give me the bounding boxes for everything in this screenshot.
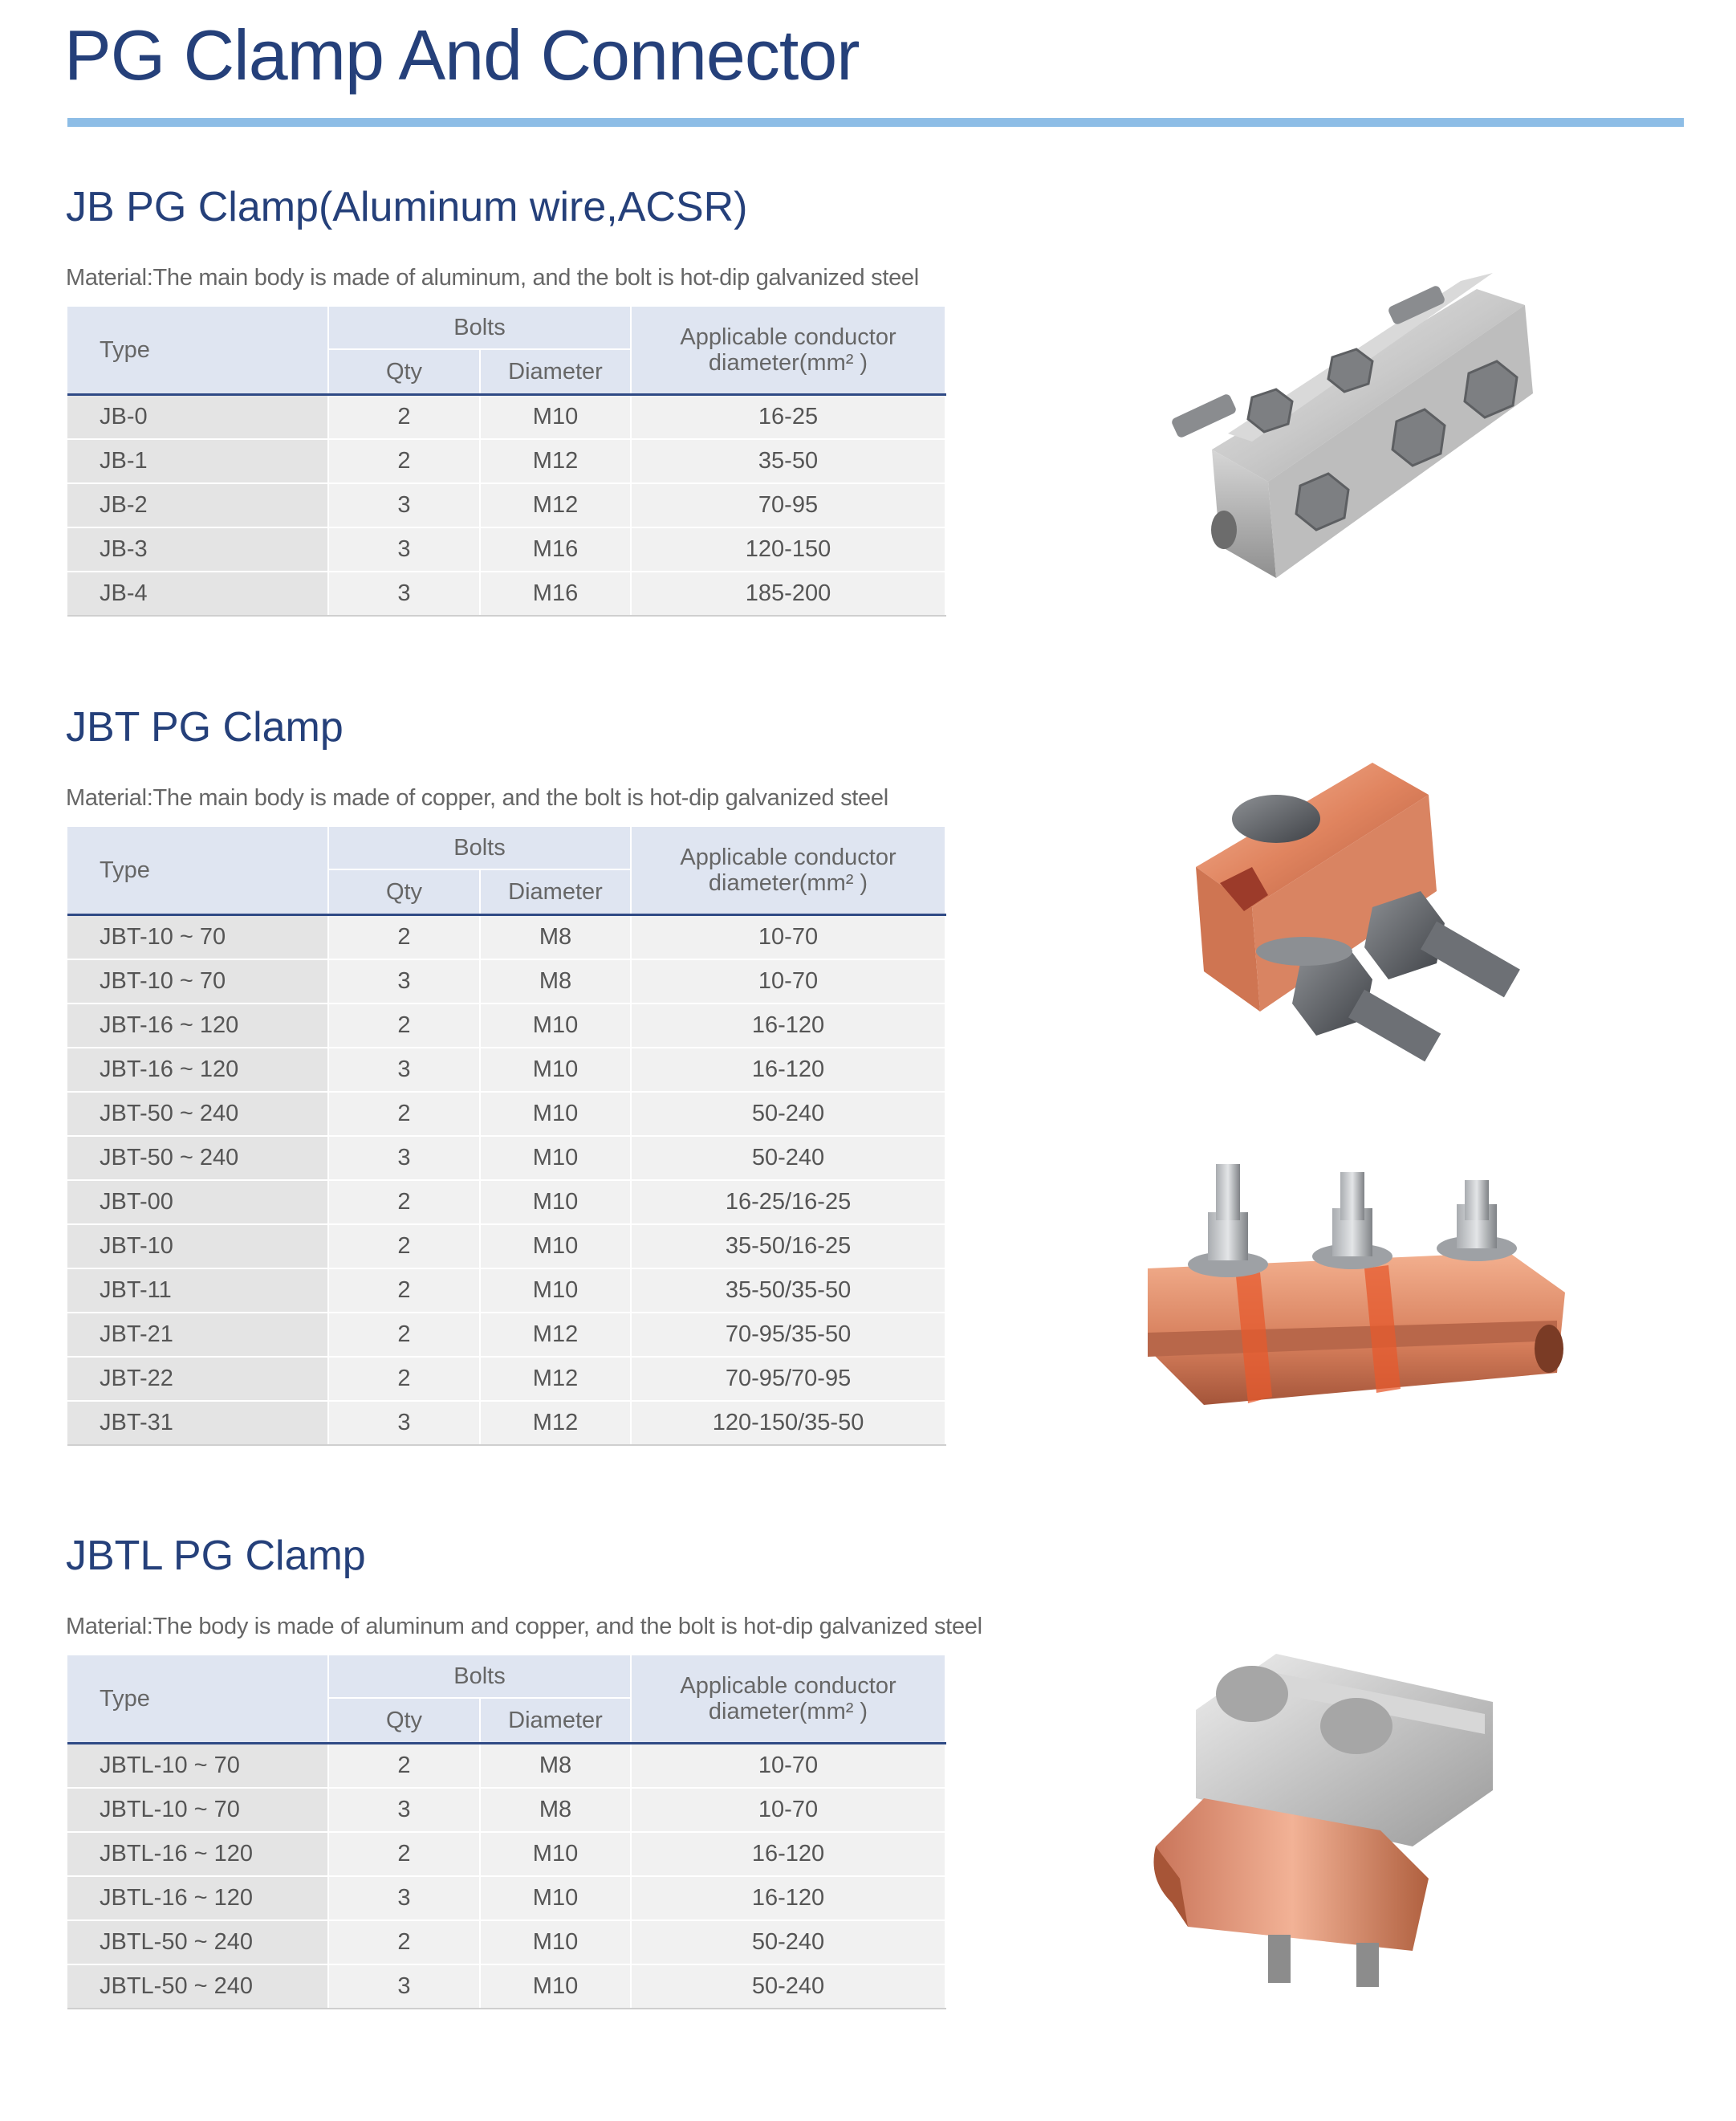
jbt-3bolt-clamp-photo: [1132, 1148, 1581, 1445]
header-bolts: Bolts: [328, 1655, 631, 1698]
table-row: [67, 1357, 945, 1401]
cell-diameter: M12: [480, 439, 631, 483]
cell-type: JBT-16 ~ 120: [67, 1004, 328, 1048]
cell-qty: 2: [328, 1004, 480, 1048]
cell-diameter: M10: [480, 395, 631, 440]
table-row: [67, 1313, 945, 1357]
table-row: [67, 395, 945, 440]
cell-type: JBT-21: [67, 1313, 328, 1357]
table-row: [67, 1876, 945, 1920]
cell-type: JBT-11: [67, 1268, 328, 1313]
table-row: [67, 1136, 945, 1180]
cell-conductor: 70-95: [631, 483, 945, 527]
cell-diameter: M10: [480, 1048, 631, 1092]
cell-type: JBTL-10 ~ 70: [67, 1744, 328, 1789]
cell-conductor: 16-120: [631, 1832, 945, 1876]
cell-conductor: 50-240: [631, 1920, 945, 1964]
cell-type: JBTL-10 ~ 70: [67, 1788, 328, 1832]
title-divider: [67, 118, 1684, 127]
cell-conductor: 16-25: [631, 395, 945, 440]
cell-qty: 3: [328, 483, 480, 527]
spec-table-jb: [67, 307, 946, 617]
table-row: [67, 1224, 945, 1268]
cell-diameter: M8: [480, 959, 631, 1004]
cell-qty: 2: [328, 1832, 480, 1876]
cell-diameter: M8: [480, 915, 631, 960]
cell-qty: 3: [328, 959, 480, 1004]
cell-diameter: M10: [480, 1832, 631, 1876]
table-row: [67, 1180, 945, 1224]
cell-type: JBT-50 ~ 240: [67, 1136, 328, 1180]
cell-qty: 3: [328, 1401, 480, 1445]
cell-conductor: 16-25/16-25: [631, 1180, 945, 1224]
table-row: [67, 483, 945, 527]
cell-conductor: 70-95/70-95: [631, 1357, 945, 1401]
cell-qty: 2: [328, 1180, 480, 1224]
cell-type: JBTL-16 ~ 120: [67, 1832, 328, 1876]
table-row: [67, 959, 945, 1004]
cell-conductor: 120-150: [631, 527, 945, 572]
cell-diameter: M10: [480, 1180, 631, 1224]
table-row: [67, 1832, 945, 1876]
cell-diameter: M12: [480, 1357, 631, 1401]
cell-conductor: 50-240: [631, 1964, 945, 2009]
cell-type: JBT-16 ~ 120: [67, 1048, 328, 1092]
header-qty: Qty: [328, 869, 480, 915]
spec-table-jbtl: [67, 1655, 946, 2009]
material-note-jb: Material:The main body is made of aluminum, and the bolt is hot-dip galvanized steel: [66, 265, 919, 291]
cell-diameter: M10: [480, 1092, 631, 1136]
table-row: [67, 1788, 945, 1832]
table-row: [67, 1048, 945, 1092]
cell-diameter: M16: [480, 572, 631, 616]
table-row: [67, 439, 945, 483]
header-conductor: Applicable conductor diameter(mm² ): [631, 827, 945, 915]
cell-conductor: 50-240: [631, 1092, 945, 1136]
material-note-jbt: Material:The main body is made of copper, and the bolt is hot-dip galvanized steel: [66, 785, 888, 811]
header-type: Type: [67, 1655, 328, 1744]
cell-type: JB-2: [67, 483, 328, 527]
cell-type: JB-4: [67, 572, 328, 616]
cell-diameter: M10: [480, 1268, 631, 1313]
cell-conductor: 16-120: [631, 1048, 945, 1092]
cell-qty: 2: [328, 395, 480, 440]
cell-type: JB-3: [67, 527, 328, 572]
cell-conductor: 10-70: [631, 1744, 945, 1789]
cell-conductor: 50-240: [631, 1136, 945, 1180]
cell-diameter: M10: [480, 1920, 631, 1964]
cell-diameter: M16: [480, 527, 631, 572]
jb-clamp-photo: [1156, 241, 1557, 594]
table-row: [67, 1401, 945, 1445]
cell-qty: 3: [328, 1136, 480, 1180]
cell-diameter: M12: [480, 1313, 631, 1357]
cell-type: JBT-10 ~ 70: [67, 959, 328, 1004]
cell-conductor: 10-70: [631, 959, 945, 1004]
cell-conductor: 10-70: [631, 915, 945, 960]
cell-conductor: 16-120: [631, 1876, 945, 1920]
cell-type: JBT-10 ~ 70: [67, 915, 328, 960]
header-qty: Qty: [328, 1698, 480, 1744]
cell-conductor: 185-200: [631, 572, 945, 616]
cell-qty: 2: [328, 1224, 480, 1268]
cell-diameter: M10: [480, 1224, 631, 1268]
cell-diameter: M12: [480, 483, 631, 527]
cell-type: JBT-22: [67, 1357, 328, 1401]
cell-qty: 3: [328, 1964, 480, 2009]
header-qty: Qty: [328, 349, 480, 395]
header-diameter: Diameter: [480, 869, 631, 915]
cell-qty: 3: [328, 1876, 480, 1920]
cell-qty: 2: [328, 1920, 480, 1964]
header-diameter: Diameter: [480, 1698, 631, 1744]
cell-qty: 3: [328, 1048, 480, 1092]
section-title-jbt: JBT PG Clamp: [66, 704, 344, 751]
cell-qty: 3: [328, 572, 480, 616]
header-diameter: Diameter: [480, 349, 631, 395]
section-title-jbtl: JBTL PG Clamp: [66, 1533, 366, 1579]
cell-diameter: M10: [480, 1136, 631, 1180]
table-row: [67, 572, 945, 616]
cell-diameter: M10: [480, 1004, 631, 1048]
header-type: Type: [67, 827, 328, 915]
cell-type: JBT-10: [67, 1224, 328, 1268]
cell-type: JB-0: [67, 395, 328, 440]
cell-qty: 2: [328, 1092, 480, 1136]
cell-type: JBT-00: [67, 1180, 328, 1224]
cell-conductor: 35-50/35-50: [631, 1268, 945, 1313]
cell-qty: 2: [328, 1357, 480, 1401]
table-row: [67, 527, 945, 572]
cell-type: JBTL-16 ~ 120: [67, 1876, 328, 1920]
header-type: Type: [67, 307, 328, 395]
material-note-jbtl: Material:The body is made of aluminum and copper, and the bolt is hot-dip galvanized steel: [66, 1614, 982, 1639]
page-title: PG Clamp And Connector: [64, 15, 860, 95]
cell-diameter: M8: [480, 1744, 631, 1789]
cell-qty: 2: [328, 439, 480, 483]
cell-type: JB-1: [67, 439, 328, 483]
spec-table-jbt: [67, 827, 946, 1446]
cell-diameter: M10: [480, 1964, 631, 2009]
header-bolts: Bolts: [328, 827, 631, 869]
cell-qty: 3: [328, 1788, 480, 1832]
table-row: [67, 1964, 945, 2009]
cell-qty: 2: [328, 915, 480, 960]
cell-diameter: M8: [480, 1788, 631, 1832]
cell-conductor: 120-150/35-50: [631, 1401, 945, 1445]
cell-conductor: 70-95/35-50: [631, 1313, 945, 1357]
header-conductor: Applicable conductor diameter(mm² ): [631, 307, 945, 395]
cell-conductor: 35-50/16-25: [631, 1224, 945, 1268]
cell-conductor: 35-50: [631, 439, 945, 483]
cell-qty: 2: [328, 1744, 480, 1789]
cell-conductor: 16-120: [631, 1004, 945, 1048]
table-row: [67, 915, 945, 960]
cell-type: JBT-31: [67, 1401, 328, 1445]
cell-qty: 2: [328, 1313, 480, 1357]
table-row: [67, 1004, 945, 1048]
cell-type: JBTL-50 ~ 240: [67, 1920, 328, 1964]
header-conductor: Applicable conductor diameter(mm² ): [631, 1655, 945, 1744]
cell-type: JBT-50 ~ 240: [67, 1092, 328, 1136]
jbt-clamp-photo: [1164, 747, 1549, 1084]
cell-diameter: M10: [480, 1876, 631, 1920]
jbtl-clamp-photo: [1140, 1638, 1509, 1991]
table-row: [67, 1744, 945, 1789]
table-row: [67, 1092, 945, 1136]
cell-qty: 2: [328, 1268, 480, 1313]
cell-conductor: 10-70: [631, 1788, 945, 1832]
table-row: [67, 1268, 945, 1313]
cell-type: JBTL-50 ~ 240: [67, 1964, 328, 2009]
cell-diameter: M12: [480, 1401, 631, 1445]
cell-qty: 3: [328, 527, 480, 572]
section-title-jb: JB PG Clamp(Aluminum wire,ACSR): [66, 184, 748, 230]
table-row: [67, 1920, 945, 1964]
header-bolts: Bolts: [328, 307, 631, 349]
